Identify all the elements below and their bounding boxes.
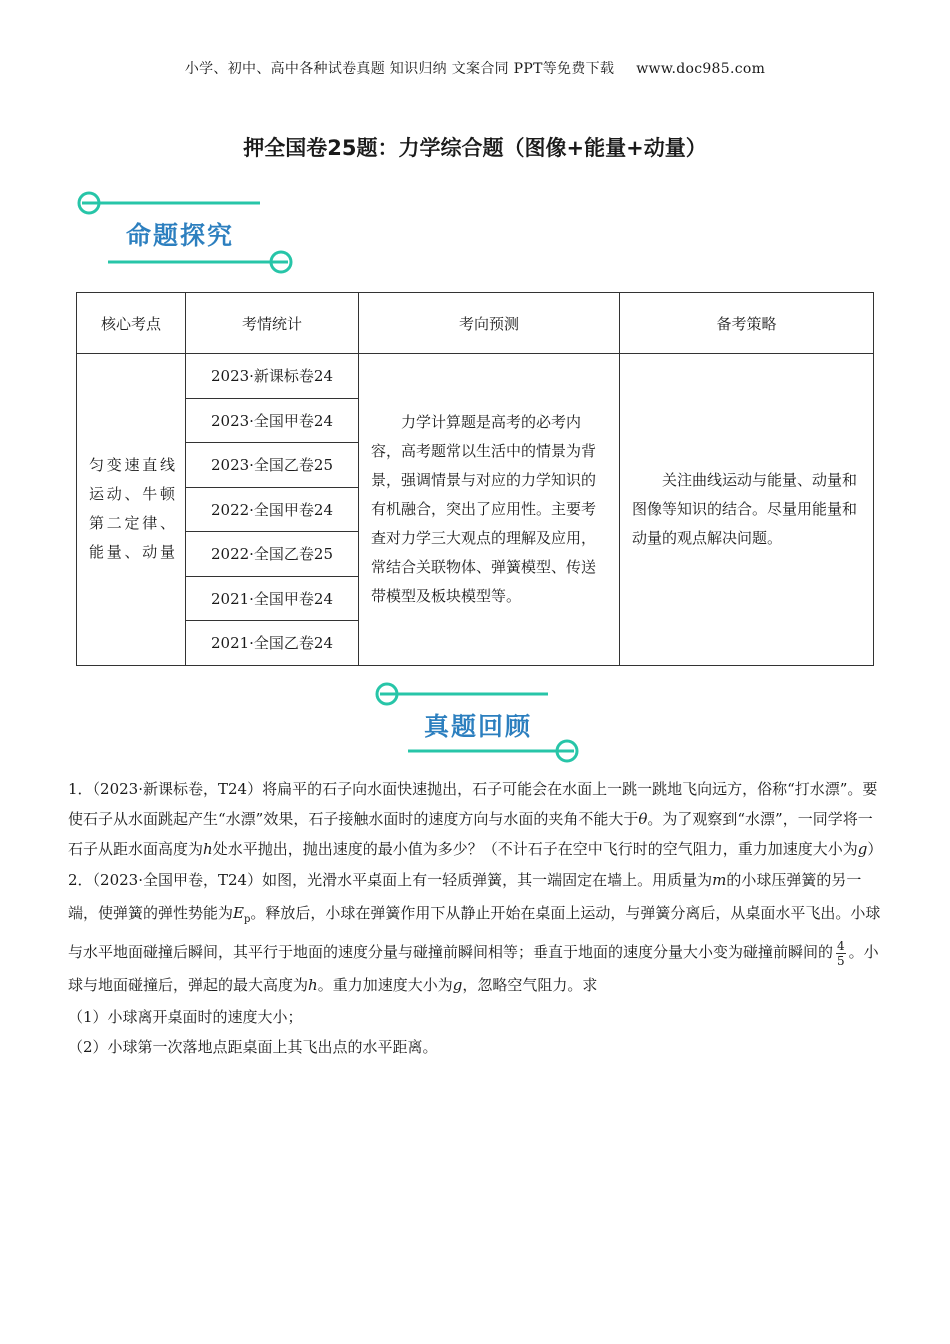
table-row	[77, 354, 874, 399]
symbol-h: h	[308, 976, 318, 994]
table-header-row	[77, 293, 874, 354]
strategy-cell: 关注曲线运动与能量、动量和图像等知识的结合。尽量用能量和动量的观点解决问题。	[620, 354, 874, 666]
section-badge-research	[74, 186, 300, 278]
symbol-theta: θ	[638, 810, 648, 828]
stat-cell: 2022·全国甲卷24	[186, 487, 359, 532]
symbol-ep: E	[233, 904, 244, 922]
symbol-h: h	[203, 840, 213, 858]
stat-cell: 2022·全国乙卷25	[186, 532, 359, 577]
q1-text: 1．（2023·新课标卷，T24）将扁平的石子向水面快速抛出，石子可能会在水面上一跳一跳地飞向远方，俗称“打水漂”。要使石子从水面跳起产生“水漂”效果，石子接触水面时的速度方向与水面的夹角不能大于	[68, 780, 878, 828]
question-1	[68, 774, 884, 864]
stat-cell: 2023·新课标卷24	[186, 354, 359, 399]
q2-text: 2．（2023·全国甲卷，T24）如图，光滑水平桌面上有一轻质弹簧，其一端固定在墙上。用质量为	[68, 871, 713, 889]
table-header-core: 核心考点	[77, 293, 186, 354]
stat-cell: 2023·全国乙卷25	[186, 443, 359, 488]
symbol-g: g	[857, 840, 868, 858]
section-title-research: 命题探究	[126, 221, 235, 250]
q2-subquestion-1: （1）小球离开桌面时的速度大小；	[68, 1008, 303, 1026]
section-badge-review	[372, 679, 584, 767]
symbol-m: m	[712, 871, 727, 889]
q1-text: ）	[867, 840, 883, 858]
q1-text: 处水平抛出，抛出速度的最小值为多少？（不计石子在空中飞行时的空气阻力，重力加速度大小为	[212, 840, 858, 858]
question-2	[68, 864, 884, 1062]
section-title-review: 真题回顾	[424, 712, 533, 741]
q2-text: ，忽略空气阻力。求	[462, 976, 598, 994]
trend-cell: 力学计算题是高考的必考内容，高考题常以生活中的情景为背景，强调情景与对应的力学知识的有机融合，突出了应用性。主要考查对力学三大观点的理解及应用，常结合关联物体、弹簧模型、传送带模型及板块模型等。	[359, 354, 620, 666]
page-header	[0, 58, 950, 78]
q2-text: 。小球与地面碰撞后，弹起的最大高度为	[68, 943, 879, 994]
fraction-numerator: 4	[837, 938, 845, 953]
question-list	[68, 774, 884, 1062]
stat-cell: 2021·全国甲卷24	[186, 576, 359, 621]
table-header-strategy: 备考策略	[620, 293, 874, 354]
stat-cell: 2023·全国甲卷24	[186, 398, 359, 443]
exam-analysis-table	[76, 292, 874, 666]
fraction-denominator: 5	[837, 953, 845, 968]
q1-text: 。为了观察到“水漂”，一同学将一石子从距水面高度为	[68, 810, 873, 858]
q2-subquestion-2: （2）小球第一次落地点距桌面上其飞出点的水平距离。	[68, 1038, 438, 1056]
stat-cell: 2021·全国乙卷24	[186, 621, 359, 666]
core-point-cell: 匀变速直线运动、牛顿第二定律、能量、动量	[77, 354, 186, 666]
symbol-g: g	[452, 976, 463, 994]
q2-text: 。释放后，小球在弹簧作用下从静止开始在桌面上运动，与弹簧分离后，从桌面水平飞出。小球与水平地面碰撞后瞬间，其平行于地面的速度分量与碰撞前瞬间相等；垂直于地面的速度分量大小变为碰撞前瞬间的	[68, 904, 881, 961]
table-header-trend: 考向预测	[359, 293, 620, 354]
q2-text: 的小球压弹簧的另一端，使弹簧的弹性势能为	[68, 871, 862, 922]
header-text: 小学、初中、高中各种试卷真题 知识归纳 文案合同 PPT等免费下载	[184, 61, 615, 77]
page-title: 押全国卷25题：力学综合题（图像+能量+动量）	[243, 136, 707, 160]
q2-text: 。重力加速度大小为	[317, 976, 453, 994]
header-url[interactable]: www.doc985.com	[636, 61, 766, 77]
symbol-ep-sub: p	[243, 914, 251, 925]
fraction-four-fifths	[836, 939, 846, 968]
table-header-stats: 考情统计	[186, 293, 359, 354]
